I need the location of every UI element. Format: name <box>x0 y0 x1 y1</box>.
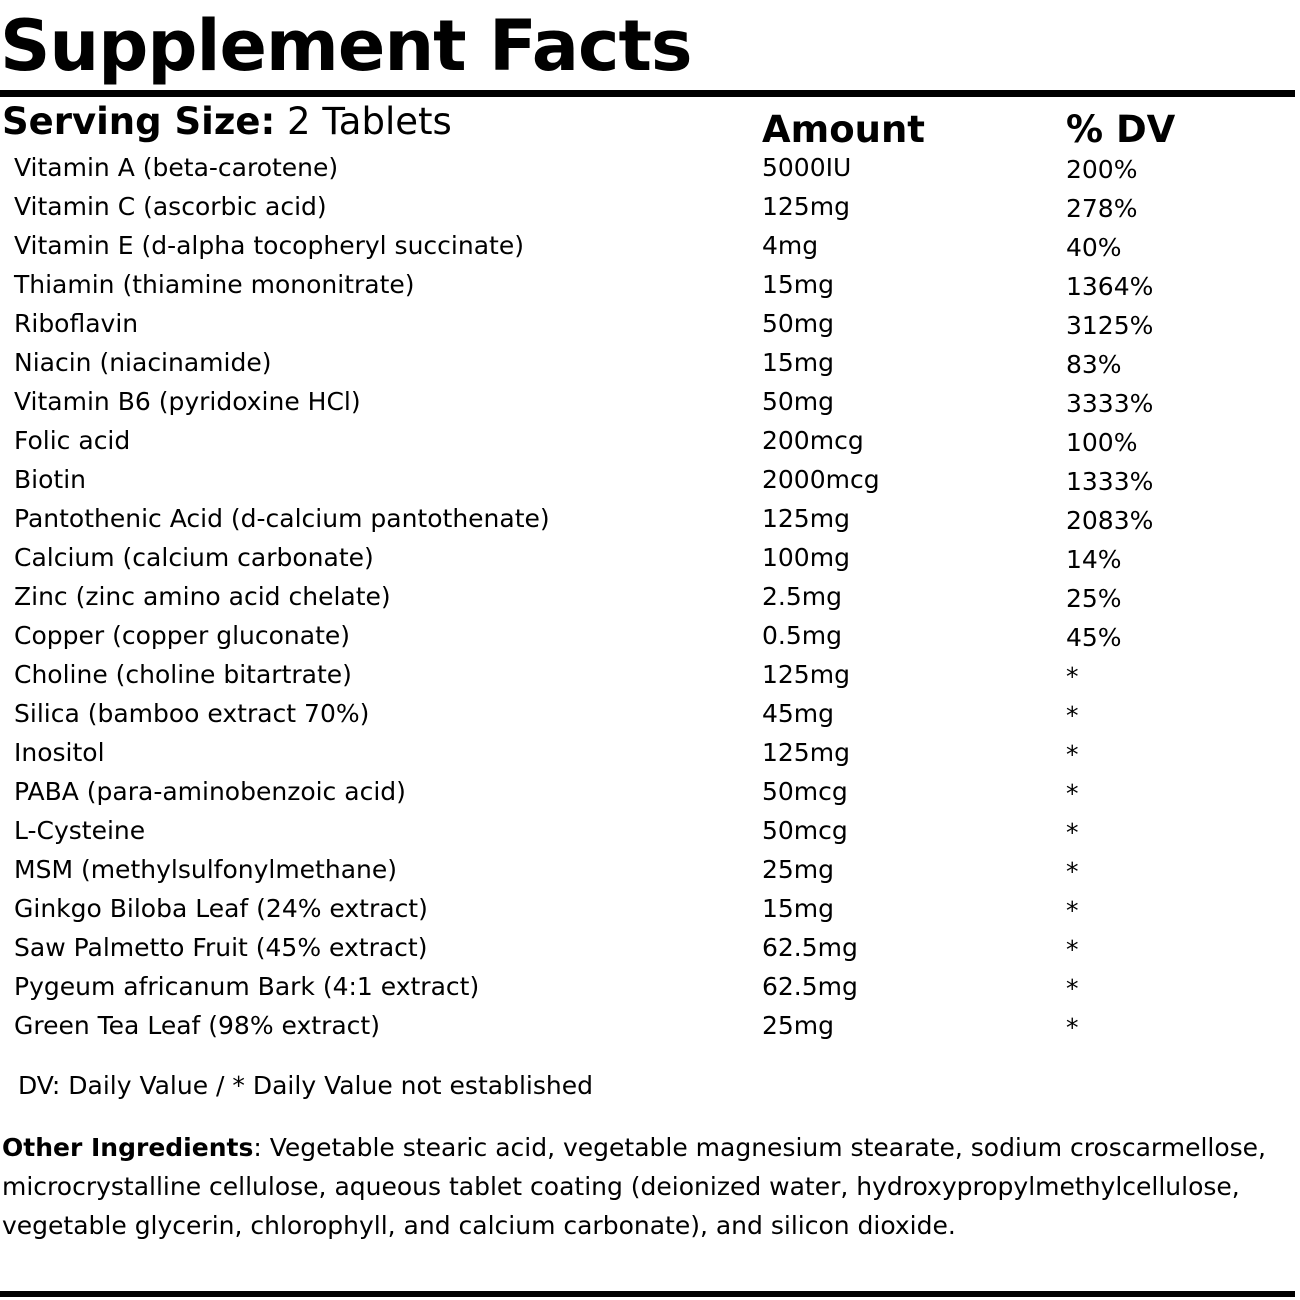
nutrient-name: Pygeum africanum Bark (4:1 extract) <box>14 972 480 1001</box>
nutrient-dv: 1364% <box>1066 272 1154 301</box>
nutrient-amount: 5000IU <box>762 153 852 182</box>
nutrient-dv: * <box>1066 818 1079 847</box>
nutrient-dv: 278% <box>1066 194 1138 223</box>
nutrient-row <box>0 187 1300 226</box>
nutrient-dv: * <box>1066 896 1079 925</box>
nutrient-row <box>0 265 1300 304</box>
nutrient-name: Vitamin A (beta-carotene) <box>14 153 339 182</box>
nutrient-amount: 15mg <box>762 348 835 377</box>
nutrient-amount: 15mg <box>762 894 835 923</box>
nutrient-dv: 2083% <box>1066 506 1154 535</box>
nutrient-row <box>0 1006 1300 1045</box>
nutrient-dv: * <box>1066 740 1079 769</box>
label-title: Supplement Facts <box>0 5 692 87</box>
other-ingredients-text: : Vegetable stearic acid, vegetable magnesium stearate, sodium croscarmellose, microcrystalline cellulose, aqueous tablet coating (deionized water, hydroxypropylmethylcellulose, vegetable glycerin, chlorophyll, and calcium carbonate), and silicon dioxide. <box>2 1133 1266 1240</box>
nutrient-name: Green Tea Leaf (98% extract) <box>14 1011 380 1040</box>
nutrient-name: Vitamin B6 (pyridoxine HCl) <box>14 387 361 416</box>
nutrient-row <box>0 460 1300 499</box>
other-ingredients-label: Other Ingredients <box>2 1133 254 1162</box>
nutrient-amount: 200mcg <box>762 426 864 455</box>
nutrient-amount: 15mg <box>762 270 835 299</box>
bottom-divider <box>0 1291 1295 1297</box>
nutrient-row <box>0 889 1300 928</box>
nutrient-amount: 125mg <box>762 504 850 533</box>
nutrient-amount: 50mcg <box>762 777 848 806</box>
nutrient-name: Biotin <box>14 465 86 494</box>
serving-size-value: 2 Tablets <box>275 100 452 143</box>
nutrient-dv: 83% <box>1066 350 1122 379</box>
nutrient-row <box>0 616 1300 655</box>
nutrient-amount: 2000mcg <box>762 465 880 494</box>
nutrient-row <box>0 772 1300 811</box>
nutrient-name: Copper (copper gluconate) <box>14 621 351 650</box>
nutrient-dv: 14% <box>1066 545 1122 574</box>
nutrient-dv: 100% <box>1066 428 1138 457</box>
nutrient-amount: 50mcg <box>762 816 848 845</box>
nutrient-row <box>0 304 1300 343</box>
nutrient-dv: 1333% <box>1066 467 1154 496</box>
nutrient-amount: 62.5mg <box>762 933 858 962</box>
nutrient-row <box>0 226 1300 265</box>
column-header-amount: Amount <box>762 108 925 151</box>
nutrient-row <box>0 811 1300 850</box>
nutrient-amount: 45mg <box>762 699 835 728</box>
nutrient-row <box>0 148 1300 187</box>
nutrient-amount: 25mg <box>762 855 835 884</box>
nutrient-dv: 3333% <box>1066 389 1154 418</box>
nutrient-dv: 25% <box>1066 584 1122 613</box>
nutrient-name: MSM (methylsulfonylmethane) <box>14 855 398 884</box>
nutrient-row <box>0 928 1300 967</box>
nutrient-dv: * <box>1066 662 1079 691</box>
dv-footnote: DV: Daily Value / * Daily Value not established <box>18 1071 593 1100</box>
nutrient-amount: 125mg <box>762 660 850 689</box>
nutrient-name: PABA (para-aminobenzoic acid) <box>14 777 406 806</box>
nutrient-row <box>0 694 1300 733</box>
nutrient-name: Vitamin C (ascorbic acid) <box>14 192 327 221</box>
nutrient-amount: 25mg <box>762 1011 835 1040</box>
nutrient-name: Inositol <box>14 738 105 767</box>
nutrient-dv: 3125% <box>1066 311 1154 340</box>
nutrient-row <box>0 733 1300 772</box>
nutrient-name: Calcium (calcium carbonate) <box>14 543 374 572</box>
nutrient-dv: * <box>1066 974 1079 1003</box>
nutrient-name: Riboflavin <box>14 309 139 338</box>
nutrient-row <box>0 499 1300 538</box>
nutrient-row <box>0 967 1300 1006</box>
nutrient-name: Niacin (niacinamide) <box>14 348 272 377</box>
nutrient-amount: 50mg <box>762 387 835 416</box>
nutrient-name: L-Cysteine <box>14 816 146 845</box>
column-header-dv: % DV <box>1066 108 1176 151</box>
nutrient-row <box>0 421 1300 460</box>
nutrient-name: Silica (bamboo extract 70%) <box>14 699 370 728</box>
serving-size <box>2 100 452 144</box>
serving-size-label: Serving Size: <box>2 100 276 143</box>
other-ingredients <box>2 1128 1294 1245</box>
nutrient-name: Vitamin E (d-alpha tocopheryl succinate) <box>14 231 524 260</box>
nutrient-row <box>0 577 1300 616</box>
nutrient-name: Ginkgo Biloba Leaf (24% extract) <box>14 894 428 923</box>
nutrient-name: Zinc (zinc amino acid chelate) <box>14 582 391 611</box>
nutrient-amount: 50mg <box>762 309 835 338</box>
nutrient-name: Saw Palmetto Fruit (45% extract) <box>14 933 428 962</box>
nutrient-dv: * <box>1066 857 1079 886</box>
nutrient-amount: 2.5mg <box>762 582 842 611</box>
nutrient-name: Thiamin (thiamine mononitrate) <box>14 270 415 299</box>
nutrient-amount: 4mg <box>762 231 819 260</box>
nutrient-name: Pantothenic Acid (d-calcium pantothenate) <box>14 504 550 533</box>
nutrient-row <box>0 538 1300 577</box>
nutrient-amount: 125mg <box>762 738 850 767</box>
nutrient-amount: 62.5mg <box>762 972 858 1001</box>
nutrient-row <box>0 343 1300 382</box>
nutrient-dv: 45% <box>1066 623 1122 652</box>
nutrient-row <box>0 850 1300 889</box>
nutrient-dv: * <box>1066 1013 1079 1042</box>
nutrient-dv: * <box>1066 935 1079 964</box>
nutrient-dv: 40% <box>1066 233 1122 262</box>
nutrient-row <box>0 382 1300 421</box>
nutrient-row <box>0 655 1300 694</box>
nutrient-name: Folic acid <box>14 426 131 455</box>
nutrient-amount: 100mg <box>762 543 850 572</box>
nutrient-dv: 200% <box>1066 155 1138 184</box>
nutrient-amount: 0.5mg <box>762 621 842 650</box>
nutrient-name: Choline (choline bitartrate) <box>14 660 352 689</box>
nutrient-dv: * <box>1066 701 1079 730</box>
nutrient-dv: * <box>1066 779 1079 808</box>
nutrient-table <box>0 148 1300 1045</box>
nutrient-amount: 125mg <box>762 192 850 221</box>
top-divider <box>0 90 1295 97</box>
